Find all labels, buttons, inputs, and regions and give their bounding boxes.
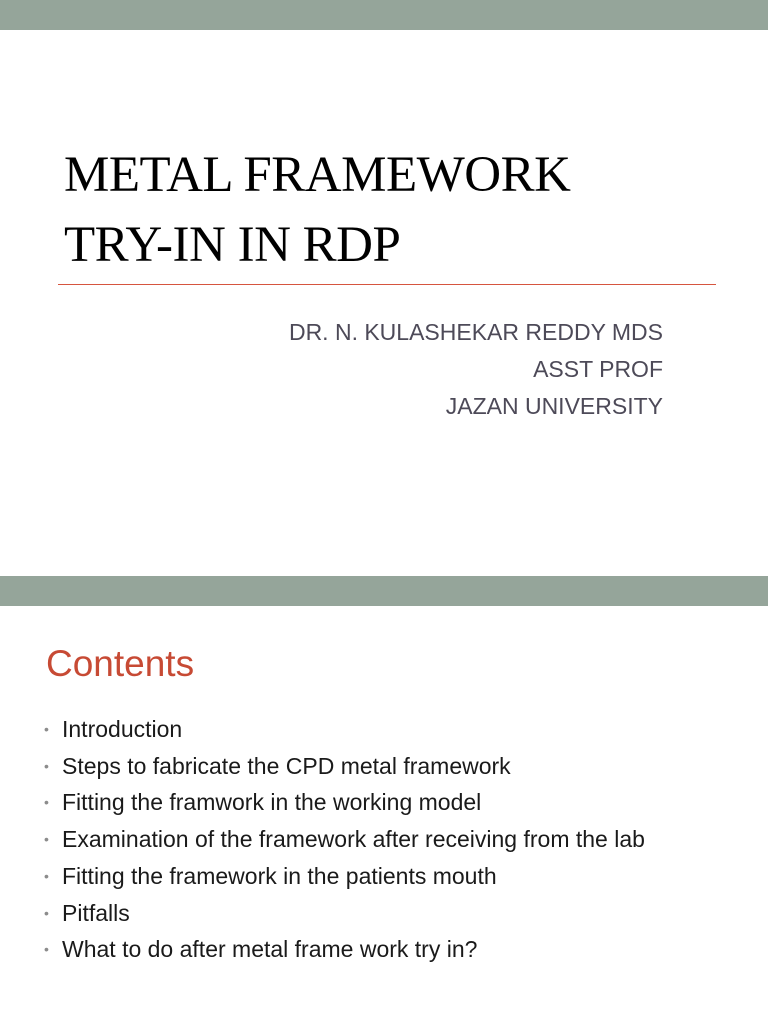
list-item-text: Fitting the framwork in the working model [62, 789, 482, 816]
list-item-text: Examination of the framework after receiving from the lab [62, 826, 645, 853]
list-item-text: Fitting the framework in the patients mouth [62, 862, 497, 889]
contents-list [40, 711, 645, 968]
slide-top-band [0, 576, 768, 606]
title-divider [58, 284, 716, 285]
author-block [103, 314, 663, 425]
list-item-text: Pitfalls [62, 899, 130, 926]
list-item-text: What to do after metal frame work try in? [62, 936, 478, 963]
list-item [40, 858, 645, 895]
author-institution: JAZAN UNIVERSITY [445, 393, 663, 419]
list-item [40, 895, 645, 932]
author-position: ASST PROF [533, 356, 663, 382]
bullet-icon: • [44, 904, 49, 921]
slide-title [64, 140, 744, 280]
contents-heading: Contents [46, 643, 195, 684]
list-item [40, 748, 645, 785]
list-item [40, 784, 645, 821]
bullet-icon: • [44, 721, 49, 737]
author-name: DR. N. KULASHEKAR REDDY MDS [288, 319, 663, 345]
slide-title-line-2: TRY-IN IN RDP [64, 217, 401, 273]
bullet-icon: • [44, 867, 49, 884]
bullet-icon: • [44, 941, 49, 958]
list-item-text: Introduction [62, 716, 183, 742]
bullet-icon: • [44, 794, 49, 811]
bullet-icon: • [44, 757, 49, 774]
list-item-text: Steps to fabricate the CPD metal framework [62, 752, 511, 779]
slide-top-band [0, 0, 768, 30]
bullet-icon: • [44, 831, 49, 848]
slide-title-line-1: METAL FRAMEWORK [64, 147, 571, 203]
list-item [40, 711, 645, 748]
list-item [40, 821, 645, 858]
list-item [40, 931, 645, 968]
